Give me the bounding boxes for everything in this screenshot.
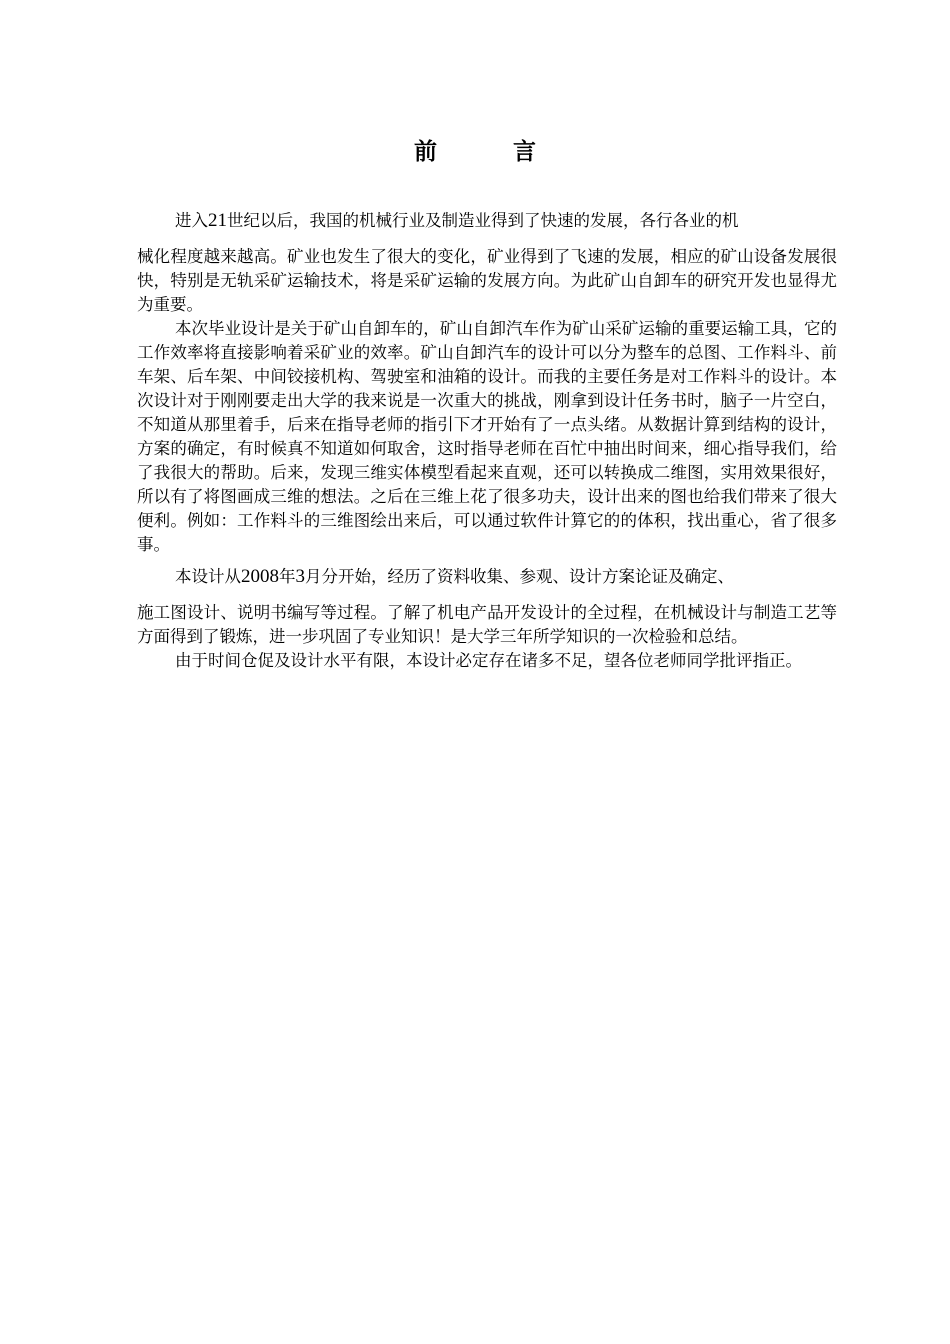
paragraph-1-text-a: 进入: [174, 211, 208, 230]
paragraph-3-text-b: 年: [278, 567, 296, 586]
paragraph-1-text-b: 世纪以后，我国的机械行业及制造业得到了快速的发展，各行各业的机: [226, 211, 739, 230]
paragraph-2: 本次毕业设计是关于矿山自卸车的，矿山自卸汽车作为矿山采矿运输的重要运输工具，它的工作效率将直接影响着采矿业的效率。矿山自卸汽车的设计可以分为整车的总图、工作料斗、前车架、后车架、中间铰接机构、驾驶室和油箱的设计。而我的主要任务是对工作料斗的设计。本次设计对于刚刚要走出大学的我来说是一次重大的挑战，刚拿到设计任务书时，脑子一片空白，不知道从那里着手，后来在指导老师的指引下才开始有了一点头绪。从数据计算到结构的设计，方案的确定，有时候真不知道如何取舍，这时指导老师在百忙中抽出时间来，细心指导我们，给了我很大的帮助。后来，发现三维实体模型看起来直观，还可以转换成二维图，实用效果很好，所以有了将图画成三维的想法。之后在三维上花了很多功夫，设计出来的图也给我们带来了很大便利。例如：工作料斗的三维图绘出来后，可以通过软件计算它的的体积，找出重心，省了很多事。: [137, 319, 837, 554]
paragraph-1: [137, 209, 837, 317]
body-text: [137, 209, 837, 673]
page-title: 前 言: [413, 139, 570, 165]
paragraph-3-text-c: 月分开始，经历了资料收集、参观、设计方案论证及确定、: [304, 567, 734, 586]
paragraph-1-number: 21: [207, 210, 227, 231]
paragraph-3: [137, 565, 837, 649]
paragraph-4: 由于时间仓促及设计水平有限，本设计必定存在诸多不足，望各位老师同学批评指正。: [174, 651, 802, 670]
paragraph-3-month: 3: [295, 566, 305, 587]
paragraph-3-text-a: 本设计从: [174, 567, 241, 586]
paragraph-3-first-line: [137, 565, 837, 589]
paragraph-3-rest: 施工图设计、说明书编写等过程。了解了机电产品开发设计的全过程，在机械设计与制造工艺等方面得到了锻炼，进一步巩固了专业知识！是大学三年所学知识的一次检验和总结。: [137, 603, 837, 646]
paragraph-3-year: 2008: [240, 566, 279, 587]
paragraph-1-rest: 械化程度越来越高。矿业也发生了很大的变化，矿业得到了飞速的发展，相应的矿山设备发展很快，特别是无轨采矿运输技术，将是采矿运输的发展方向。为此矿山自卸车的研究开发也显得尤为重要。: [137, 247, 837, 314]
paragraph-1-first-line: [137, 209, 837, 233]
